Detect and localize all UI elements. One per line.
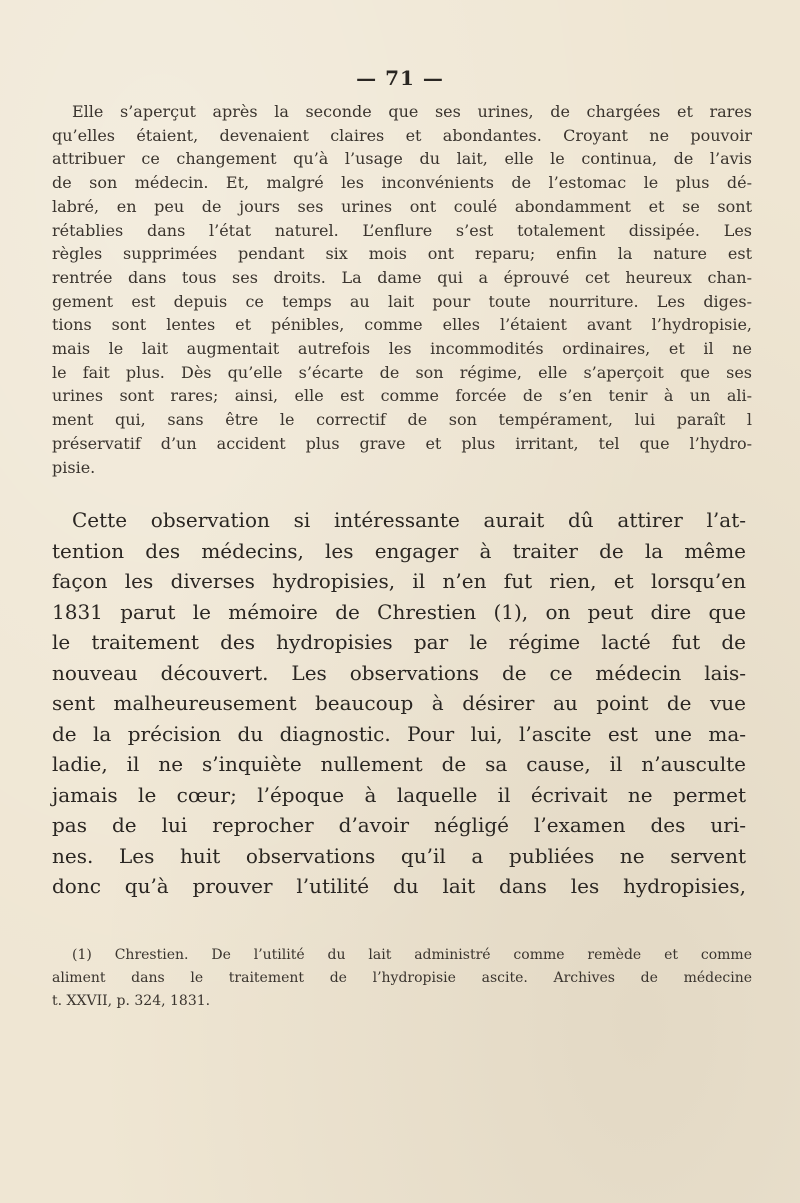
text-line: Elle s’aperçut après la seconde que ses urines, de chargées et rares	[72, 102, 752, 121]
text-line: mais le lait augmentait autrefois les incommodités ordinaires, et il ne	[52, 339, 752, 359]
text-line: nouveau découvert. Les observations de ce médecin lais-	[52, 660, 746, 685]
text-line: urines sont rares; ainsi, elle est comme forcée de s’en tenir à un ali-	[52, 386, 752, 406]
text-line: tention des médecins, les engager à traiter de la même	[52, 538, 746, 563]
page-number: — 71 —	[356, 66, 444, 90]
text-line: attribuer ce changement qu’à l’usage du lait, elle le continua, de l’avis	[52, 149, 752, 169]
text-line: règles supprimées pendant six mois ont reparu; enfin la nature est	[52, 244, 752, 264]
text-line: labré, en peu de jours ses urines ont coulé abondamment et se sont	[52, 196, 752, 216]
text-line: rétablies dans l’état naturel. L’enflure s’est totalement dissipée. Les	[52, 220, 752, 240]
paragraph-chrestien	[52, 505, 746, 902]
text-line: façon les diverses hydropisies, il n’en fut rien, et lorsqu’en	[52, 569, 746, 593]
text-line: qu’elles étaient, devenaient claires et abondantes. Croyant ne pouvoir	[52, 125, 752, 145]
footnote-line: aliment dans le traitement de l’hydropisie ascite. Archives de médecine	[52, 970, 752, 986]
footnote-line: t. XXVII, p. 324, 1831.	[52, 993, 211, 1009]
text-line: ladie, il ne s’inquiète nullement de sa cause, il n’ausculte	[52, 752, 746, 776]
text-line: tions sont lentes et pénibles, comme elles l’étaient avant l’hydropisie,	[52, 315, 752, 335]
text-line: le traitement des hydropisies par le régime lacté fut de	[52, 630, 746, 654]
text-line: Cette observation si intéressante aurait dû attirer l’at-	[72, 508, 746, 532]
text-line: le fait plus. Dès qu’elle s’écarte de son régime, elle s’aperçoit que ses	[52, 362, 752, 382]
footnote	[52, 944, 752, 1013]
paragraph-observation-end	[52, 100, 752, 479]
text-line: pisie.	[52, 457, 96, 477]
text-line: jamais le cœur; l’époque à laquelle il écrivait ne permet	[52, 782, 746, 807]
text-line: gement est depuis ce temps au lait pour toute nourriture. Les diges-	[52, 291, 752, 311]
text-line: préservatif d’un accident plus grave et plus irritant, tel que l’hydro-	[52, 433, 752, 453]
text-line: nes. Les huit observations qu’il a publiées ne servent	[52, 843, 746, 868]
text-line: pas de lui reprocher d’avoir négligé l’examen des uri-	[52, 813, 746, 837]
text-line: de son médecin. Et, malgré les inconvénients de l’estomac le plus dé-	[52, 173, 752, 193]
text-line: 1831 parut le mémoire de Chrestien (1), on peut dire que	[52, 599, 746, 624]
text-line: sent malheureusement beaucoup à désirer au point de vue	[52, 691, 746, 715]
text-line: de la précision du diagnostic. Pour lui, l’ascite est une ma-	[52, 721, 746, 746]
text-line: ment qui, sans être le correctif de son tempérament, lui paraît l	[52, 410, 752, 430]
text-line: donc qu’à prouver l’utilité du lait dans les hydropisies,	[52, 874, 746, 898]
text-line: rentrée dans tous ses droits. La dame qui a éprouvé cet heureux chan-	[52, 267, 752, 287]
footnote-line: (1) Chrestien. De l’utilité du lait administré comme remède et comme	[72, 947, 752, 963]
